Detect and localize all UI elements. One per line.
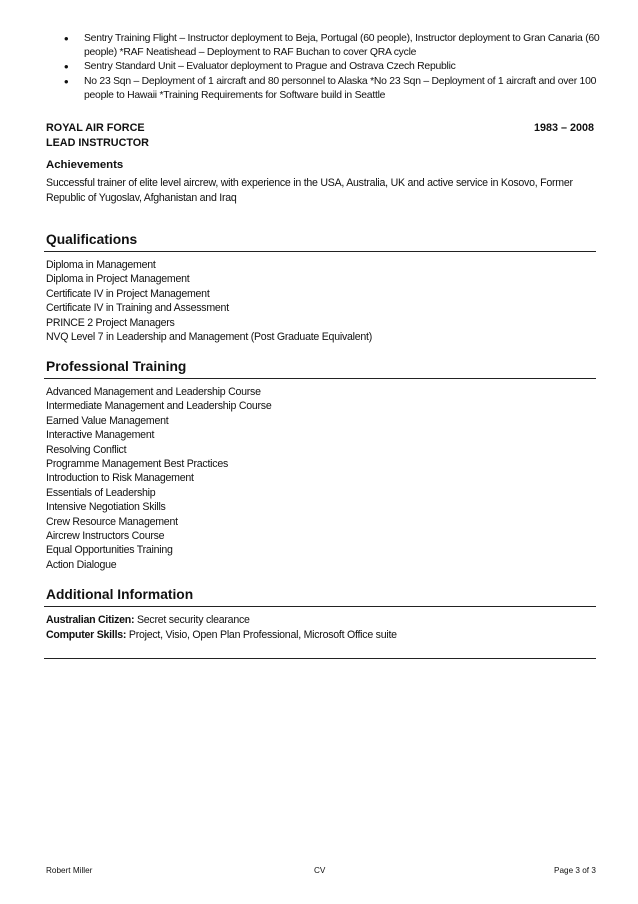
computer-skills-value: Project, Visio, Open Plan Professional, Microsoft Office suite (126, 629, 397, 641)
training-item: Aircrew Instructors Course (46, 529, 165, 542)
qualification-item: Certificate IV in Training and Assessment (46, 302, 229, 315)
training-item: Earned Value Management (46, 414, 169, 427)
deployment-bullet-1: • Sentry Training Flight – Instructor deployment to Beja, Portugal (60 people), Instructor deployment to Gran Canaria (60 people) *RAF Neatishead – Deployment to RAF Buchan to cover QRA cycle (46, 32, 606, 60)
qualifications-divider (44, 251, 596, 252)
training-item: Crew Resource Management (46, 515, 178, 528)
training-item: Essentials of Leadership (46, 486, 156, 499)
computer-skills-label: Computer Skills: (46, 629, 127, 641)
professional-training-list (46, 385, 272, 572)
employment-dates: 1983 – 2008 (533, 122, 594, 134)
qualification-item: NVQ Level 7 in Leadership and Management (Post Graduate Equivalent) (46, 330, 372, 343)
training-item: Programme Management Best Practices (46, 457, 229, 470)
closing-divider (44, 658, 596, 659)
deployment-bullet-list (46, 32, 606, 103)
computer-skills-line (46, 629, 397, 641)
footer-author: Robert Miller (46, 866, 93, 875)
training-item: Action Dialogue (46, 558, 117, 571)
professional-training-divider (44, 378, 596, 379)
qualification-item: Diploma in Project Management (46, 273, 190, 286)
citizenship-value: Secret security clearance (134, 614, 250, 626)
training-item: Interactive Management (46, 429, 155, 442)
deployment-bullet-3: • No 23 Sqn – Deployment of 1 aircraft and 80 personnel to Alaska *No 23 Sqn – Deployment of 1 aircraft and over 100 people to Hawaii *Training Requirements for Software build in Seattle (46, 75, 606, 103)
footer-document-title: CV (314, 866, 326, 875)
deployment-bullet-2: • Sentry Standard Unit – Evaluator deployment to Prague and Ostrava Czech Republic (46, 60, 606, 74)
training-item: Resolving Conflict (46, 443, 127, 456)
role-header (46, 122, 594, 134)
qualifications-heading: Qualifications (46, 232, 138, 247)
professional-training-heading: Professional Training (46, 359, 187, 374)
achievements-heading: Achievements (46, 159, 124, 171)
employer-name: ROYAL AIR FORCE (46, 122, 145, 134)
qualification-item: Certificate IV in Project Management (46, 287, 210, 300)
citizenship-label: Australian Citizen: (46, 614, 135, 626)
achievements-text: Successful trainer of elite level aircrew, with experience in the USA, Australia, UK and active service in Kosovo, Former Republic of Yugoslav, Afghanistan and Iraq (46, 177, 573, 204)
job-title: LEAD INSTRUCTOR (46, 137, 149, 149)
qualifications-list (46, 258, 372, 344)
qualification-item: PRINCE 2 Project Managers (46, 316, 175, 329)
footer-page-number: Page 3 of 3 (554, 866, 596, 875)
citizenship-line (46, 614, 250, 626)
training-item: Introduction to Risk Management (46, 472, 194, 485)
additional-information-divider (44, 606, 596, 607)
training-item: Advanced Management and Leadership Course (46, 386, 261, 398)
qualification-item: Diploma in Management (46, 259, 156, 271)
training-item: Equal Opportunities Training (46, 544, 173, 557)
additional-information-heading: Additional Information (46, 587, 194, 602)
training-item: Intensive Negotiation Skills (46, 501, 166, 514)
training-item: Intermediate Management and Leadership Course (46, 400, 272, 413)
